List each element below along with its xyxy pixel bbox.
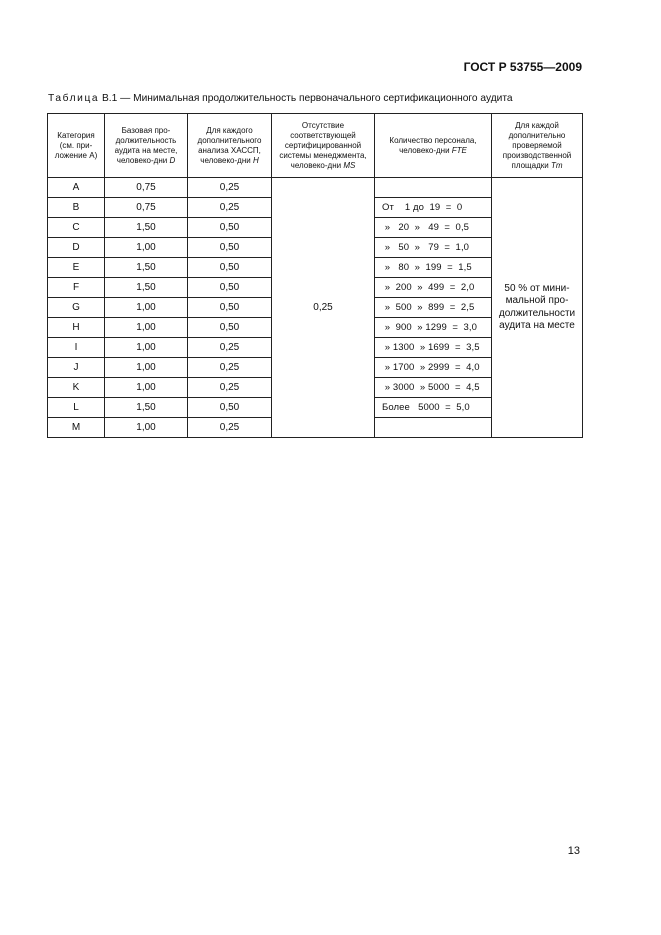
cell-base: 1,00	[105, 338, 188, 358]
cell-fte: » 80 » 199 = 1,5	[375, 258, 492, 278]
cell-haccp: 0,25	[188, 418, 272, 438]
cell-base: 1,00	[105, 378, 188, 398]
cell-base: 1,50	[105, 258, 188, 278]
cell-category: L	[48, 398, 105, 418]
cell-haccp: 0,25	[188, 198, 272, 218]
header-tm-text: Для каждой дополнительно проверяемой производственной площадки	[502, 120, 572, 170]
header-tm-var: Tm	[550, 160, 563, 170]
audit-duration-table	[47, 113, 583, 438]
header-base-text: Базовая продолжительность аудита на месте, человеко-дни	[114, 125, 178, 165]
cell-tm-value: 50 % от минимальной продолжительности аудита на месте	[492, 178, 583, 438]
cell-haccp: 0,50	[188, 278, 272, 298]
cell-fte: От 1 до 19 = 0	[375, 198, 492, 218]
header-ms-var: MS	[343, 160, 356, 170]
cell-haccp: 0,25	[188, 378, 272, 398]
cell-base: 1,50	[105, 278, 188, 298]
header-ms	[272, 114, 375, 178]
header-category: Категория (см. приложение А)	[48, 114, 105, 178]
table-row	[48, 178, 583, 198]
cell-category: D	[48, 238, 105, 258]
cell-haccp: 0,25	[188, 358, 272, 378]
cell-category: F	[48, 278, 105, 298]
cell-haccp: 0,25	[188, 178, 272, 198]
cell-base: 1,50	[105, 218, 188, 238]
standard-code: ГОСТ Р 53755—2009	[463, 60, 582, 74]
table-caption	[48, 93, 513, 104]
cell-haccp: 0,50	[188, 298, 272, 318]
cell-fte: » 3000 » 5000 = 4,5	[375, 378, 492, 398]
cell-base: 0,75	[105, 178, 188, 198]
cell-base: 1,50	[105, 398, 188, 418]
cell-base: 1,00	[105, 318, 188, 338]
cell-category: J	[48, 358, 105, 378]
cell-base: 1,00	[105, 238, 188, 258]
cell-haccp: 0,50	[188, 318, 272, 338]
cell-fte: » 200 » 499 = 2,0	[375, 278, 492, 298]
cell-category: G	[48, 298, 105, 318]
cell-base: 1,00	[105, 358, 188, 378]
header-base-duration	[105, 114, 188, 178]
cell-category: I	[48, 338, 105, 358]
cell-category: H	[48, 318, 105, 338]
cell-haccp: 0,50	[188, 258, 272, 278]
cell-category: B	[48, 198, 105, 218]
cell-haccp: 0,50	[188, 218, 272, 238]
caption-text: В.1 — Минимальная продолжительность первоначального сертификационного аудита	[99, 93, 513, 104]
header-fte	[375, 114, 492, 178]
cell-category: M	[48, 418, 105, 438]
cell-ms-value: 0,25	[272, 178, 375, 438]
cell-fte: » 20 » 49 = 0,5	[375, 218, 492, 238]
cell-fte: » 500 » 899 = 2,5	[375, 298, 492, 318]
page-number: 13	[567, 845, 580, 857]
cell-category: C	[48, 218, 105, 238]
cell-fte: Более 5000 = 5,0	[375, 398, 492, 418]
cell-base: 0,75	[105, 198, 188, 218]
cell-base: 1,00	[105, 298, 188, 318]
cell-fte-empty	[375, 418, 492, 438]
header-haccp-var: H	[252, 155, 259, 165]
cell-category: K	[48, 378, 105, 398]
cell-haccp: 0,50	[188, 398, 272, 418]
cell-haccp: 0,50	[188, 238, 272, 258]
cell-fte: » 1700 » 2999 = 4,0	[375, 358, 492, 378]
header-fte-var: FTE	[451, 145, 467, 155]
cell-base: 1,00	[105, 418, 188, 438]
caption-prefix: Таблица	[48, 93, 100, 104]
cell-fte-empty	[375, 178, 492, 198]
cell-fte: » 50 » 79 = 1,0	[375, 238, 492, 258]
header-haccp	[188, 114, 272, 178]
cell-fte: » 1300 » 1699 = 3,5	[375, 338, 492, 358]
table-header-row	[48, 114, 583, 178]
cell-fte: » 900 » 1299 = 3,0	[375, 318, 492, 338]
cell-category: E	[48, 258, 105, 278]
header-ms-text: Отсутствие соответствующей сертифицированной системы менеджмента, человеко-дни	[279, 120, 367, 170]
header-tm	[492, 114, 583, 178]
cell-category: A	[48, 178, 105, 198]
header-base-var: D	[169, 155, 176, 165]
cell-haccp: 0,25	[188, 338, 272, 358]
header-fte-text: Количество персонала, человеко-дни	[389, 135, 477, 155]
header-haccp-text: Для каждого дополнительного анализа ХАССП, человеко-дни	[197, 125, 262, 165]
